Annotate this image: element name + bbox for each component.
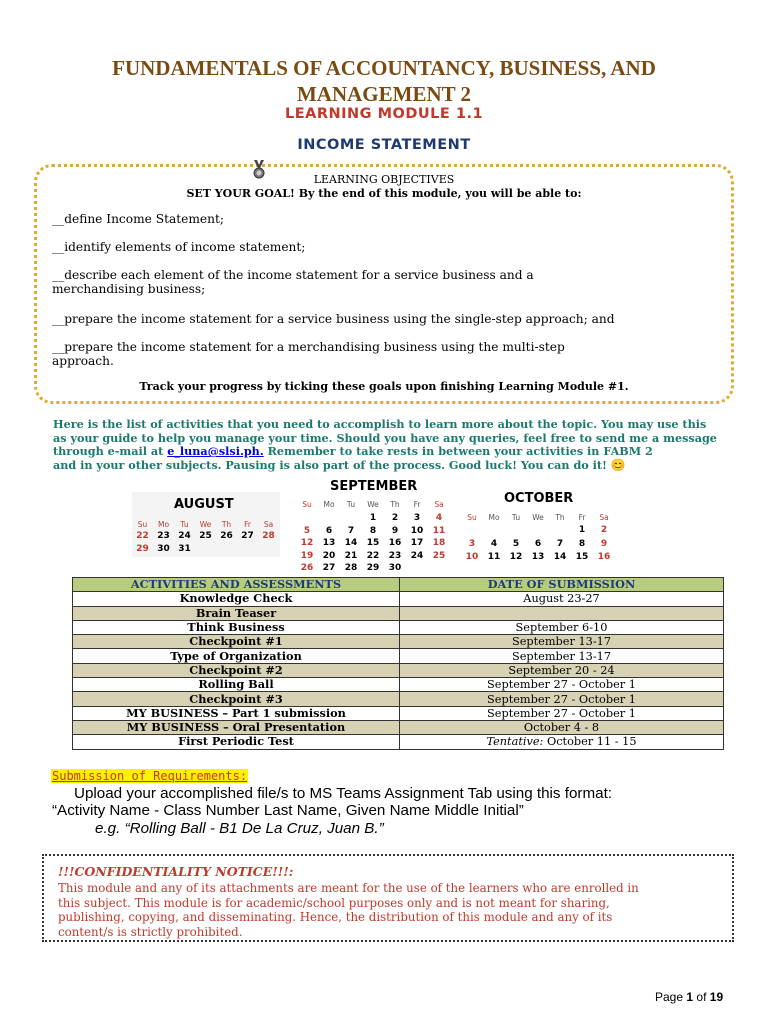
calendar-day: 30 (157, 544, 170, 554)
calendar-day: 23 (157, 531, 170, 541)
calendar-week (296, 537, 450, 550)
activity-name: MY BUSINESS – Oral Presentation (73, 720, 400, 734)
weekday-label: Sa (599, 513, 609, 522)
activity-name: Type of Organization (73, 649, 400, 663)
calendar-day: 9 (391, 525, 399, 536)
calendar-day: 13 (531, 552, 545, 562)
calendar-day: 1 (369, 513, 377, 523)
weekday-label: Fr (578, 513, 586, 522)
intro-line1: Here is the list of activities that you need to accomplish to learn more about the topic. You may use this (53, 417, 707, 431)
calendar-week (296, 525, 450, 538)
weekday-label: Sa (263, 520, 274, 529)
weekday-label: We (532, 513, 544, 522)
calendar-october-days (461, 524, 615, 565)
confidentiality-heading: !!!CONFIDENTIALITY NOTICE!!!: (58, 864, 294, 879)
weekday-label: Th (221, 520, 232, 529)
table-row (73, 720, 724, 734)
objective-item: __prepare the income statement for a merchandising business using the multi-step (52, 340, 565, 354)
calendar-day: 27 (322, 563, 336, 573)
smile-icon: 😊 (610, 457, 626, 472)
weekday-label: Su (467, 513, 477, 522)
calendar-day: 23 (388, 550, 402, 561)
calendar-day: 15 (575, 552, 589, 562)
intro-line2: as your guide to help you manage your time. Should you have any queries, feel free to send me a message (53, 430, 717, 445)
confidentiality-line: this subject. This module is for academic/school purposes only and is not meant for sharing, (58, 895, 610, 910)
calendar-day: 8 (578, 538, 586, 549)
calendar-day: 10 (410, 525, 424, 536)
calendar-day: 19 (300, 550, 314, 561)
table-row (73, 706, 724, 720)
module-label: LEARNING MODULE 1.1 (284, 106, 484, 122)
calendar-day: 16 (388, 538, 402, 548)
calendar-day (258, 543, 279, 556)
submission-date (400, 606, 724, 620)
weekday-label: We (199, 520, 212, 529)
weekday-label: Fr (244, 520, 251, 529)
calendar-day (483, 524, 505, 538)
calendar-day: 14 (344, 538, 358, 548)
calendar-day: 13 (322, 538, 336, 548)
confidentiality-text (58, 881, 639, 939)
calendar-day: 2 (391, 513, 399, 523)
calendar-day: 31 (178, 544, 191, 554)
activity-name: First Periodic Test (73, 735, 400, 749)
weekday-label: Mo (157, 520, 170, 529)
calendar-day: 1 (578, 525, 586, 535)
weekday-label: Tu (346, 500, 356, 509)
calendar-day: 30 (388, 563, 402, 573)
calendar-day (216, 543, 237, 556)
calendar-day (461, 524, 483, 538)
calendar-week (461, 524, 615, 538)
calendar-day (406, 562, 428, 575)
table-header-cell: ACTIVITIES AND ASSESSMENTS (73, 578, 400, 592)
calendar-day: 24 (178, 531, 191, 541)
weekday-label: We (367, 500, 379, 509)
weekday-label: Sa (434, 500, 444, 509)
table-row (73, 592, 724, 606)
calendar-day: 9 (600, 538, 608, 549)
weekday-label: Mo (323, 500, 335, 509)
table-row (73, 692, 724, 706)
calendar-day (318, 512, 340, 525)
intro-line3: through e-mail at e_luna@slsi.ph. Remember to take rests in between your activities in FABM 2 (53, 444, 653, 459)
calendar-october-title: OCTOBER (504, 491, 574, 506)
submission-date: September 27 - October 1 (400, 706, 724, 720)
calendar-day: 20 (322, 550, 336, 561)
confidentiality-line: content/s is strictly prohibited. (58, 924, 243, 939)
document-title-line1: FUNDAMENTALS OF ACCOUNTANCY, BUSINESS, AND (112, 56, 656, 80)
objective-item: __define Income Statement; (52, 212, 224, 226)
calendar-week (461, 551, 615, 565)
activity-name: Knowledge Check (73, 592, 400, 606)
objective-item: __describe each element of the income statement for a service business and a (52, 268, 534, 282)
calendar-week (461, 538, 615, 552)
calendar-day: 2 (600, 525, 608, 535)
calendar-day: 26 (220, 531, 233, 541)
calendar-day: 18 (432, 538, 446, 548)
activity-name: Brain Teaser (73, 606, 400, 620)
table-row (73, 663, 724, 677)
activities-table (72, 577, 724, 750)
activity-name: Checkpoint #2 (73, 663, 400, 677)
document-title-line2: MANAGEMENT 2 (296, 82, 472, 106)
calendar-day: 28 (344, 563, 358, 573)
calendar-day (505, 524, 527, 538)
calendar-week (132, 530, 279, 543)
activity-name: Checkpoint #1 (73, 635, 400, 649)
calendar-day: 4 (490, 538, 498, 549)
activity-name: Checkpoint #3 (73, 692, 400, 706)
calendar-day (340, 512, 362, 525)
calendar-day: 14 (553, 552, 567, 562)
calendar-day: 27 (241, 531, 254, 541)
calendar-day (237, 543, 258, 556)
calendar-october-weekdays (461, 513, 615, 522)
calendar-week (296, 562, 450, 575)
calendar-day (195, 543, 216, 556)
table-header-row (73, 578, 724, 592)
table-header-cell: DATE OF SUBMISSION (400, 578, 724, 592)
objective-item: __identify elements of income statement; (52, 240, 306, 254)
table-row (73, 735, 724, 749)
activity-name: Rolling Ball (73, 678, 400, 692)
submission-date: Tentative: October 11 - 15 (400, 735, 724, 749)
intro-line4: and in your other subjects. Pausing is also part of the process. Good luck! You can do it! 😊 (53, 457, 626, 472)
calendar-day: 5 (303, 525, 311, 536)
calendar-august-weekdays (132, 520, 279, 529)
calendar-day: 5 (512, 538, 520, 549)
submission-heading: Submission of Requirements: (52, 769, 248, 783)
calendar-week (296, 550, 450, 563)
calendar-day: 6 (325, 525, 333, 536)
calendar-day: 12 (509, 552, 523, 562)
weekday-label: Th (390, 500, 400, 509)
calendar-august-title: AUGUST (174, 497, 234, 512)
objectives-intro: SET YOUR GOAL! By the end of this module, you will be able to: (186, 187, 582, 200)
submission-date: August 23-27 (400, 592, 724, 606)
objectives-heading: LEARNING OBJECTIVES (313, 173, 455, 186)
submission-date: September 27 - October 1 (400, 692, 724, 706)
calendar-day: 22 (366, 550, 380, 561)
submission-date: September 27 - October 1 (400, 678, 724, 692)
calendar-day: 24 (410, 550, 424, 561)
submission-example: e.g. “Rolling Ball - B1 De La Cruz, Juan B.” (95, 820, 384, 837)
table-row (73, 635, 724, 649)
calendar-day: 29 (366, 563, 380, 573)
calendar-day: 26 (300, 563, 314, 573)
weekday-label: Su (302, 500, 312, 509)
calendar-day (428, 562, 450, 575)
calendar-day: 17 (410, 538, 424, 548)
calendar-week (132, 543, 279, 556)
objective-item: approach. (52, 353, 114, 368)
table-row (73, 606, 724, 620)
confidentiality-line: This module and any of its attachments are meant for the use of the learners who are enrolled in (58, 881, 639, 895)
calendar-day: 28 (262, 531, 275, 541)
weekday-label: Fr (413, 500, 421, 509)
calendar-day: 7 (347, 525, 355, 536)
submission-date: September 13-17 (400, 635, 724, 649)
page-number: Page 1 of 19 (655, 990, 724, 1004)
calendar-august-days (132, 530, 279, 556)
calendar-day: 8 (369, 525, 377, 536)
calendar-day: 3 (413, 513, 421, 523)
submission-date: September 13-17 (400, 649, 724, 663)
calendar-day: 11 (487, 552, 501, 562)
calendar-day: 25 (432, 550, 446, 561)
activity-name: Think Business (73, 620, 400, 634)
calendar-day: 29 (136, 544, 149, 554)
calendar-day: 11 (432, 525, 446, 536)
calendar-day: 21 (344, 550, 358, 561)
calendar-day: 6 (534, 538, 542, 549)
calendar-day: 4 (435, 513, 443, 523)
calendar-week (296, 512, 450, 525)
calendar-day (296, 512, 318, 525)
calendar-day (549, 524, 571, 538)
email-link[interactable]: e_luna@slsi.ph. (167, 444, 264, 459)
weekday-label: Th (555, 513, 565, 522)
weekday-label: Su (137, 520, 148, 529)
calendar-september-title: SEPTEMBER (330, 479, 418, 494)
calendar-day: 15 (366, 538, 380, 548)
weekday-label: Tu (511, 513, 521, 522)
table-row (73, 620, 724, 634)
calendar-day: 12 (300, 538, 314, 548)
objective-item: __prepare the income statement for a service business using the single-step approach; and (52, 312, 615, 326)
table-row (73, 649, 724, 663)
calendar-september-weekdays (296, 500, 450, 509)
calendar-september-days (296, 512, 450, 575)
calendar-day (527, 524, 549, 538)
topic-title: INCOME STATEMENT (297, 137, 471, 153)
activity-name: MY BUSINESS – Part 1 submission (73, 706, 400, 720)
submission-line2: “Activity Name - Class Number Last Name, Given Name Middle Initial” (52, 802, 524, 819)
table-row (73, 678, 724, 692)
objectives-track: Track your progress by ticking these goals upon finishing Learning Module #1. (139, 380, 629, 393)
objective-item: merchandising business; (52, 281, 206, 296)
calendar-day: 16 (597, 552, 611, 562)
submission-date: September 6-10 (400, 620, 724, 634)
calendar-day: 7 (556, 538, 564, 549)
weekday-label: Mo (488, 513, 500, 522)
calendar-day: 3 (468, 538, 476, 549)
submission-date: September 20 - 24 (400, 663, 724, 677)
confidentiality-line: publishing, copying, and disseminating. Hence, the distribution of this module and any of its (58, 910, 613, 925)
submission-line1: Upload your accomplished file/s to MS Teams Assignment Tab using this format: (74, 785, 613, 802)
calendar-day: 22 (136, 531, 149, 541)
calendar-day: 25 (199, 531, 212, 541)
weekday-label: Tu (180, 520, 189, 529)
submission-date: October 4 - 8 (400, 720, 724, 734)
calendar-day: 10 (465, 552, 479, 562)
